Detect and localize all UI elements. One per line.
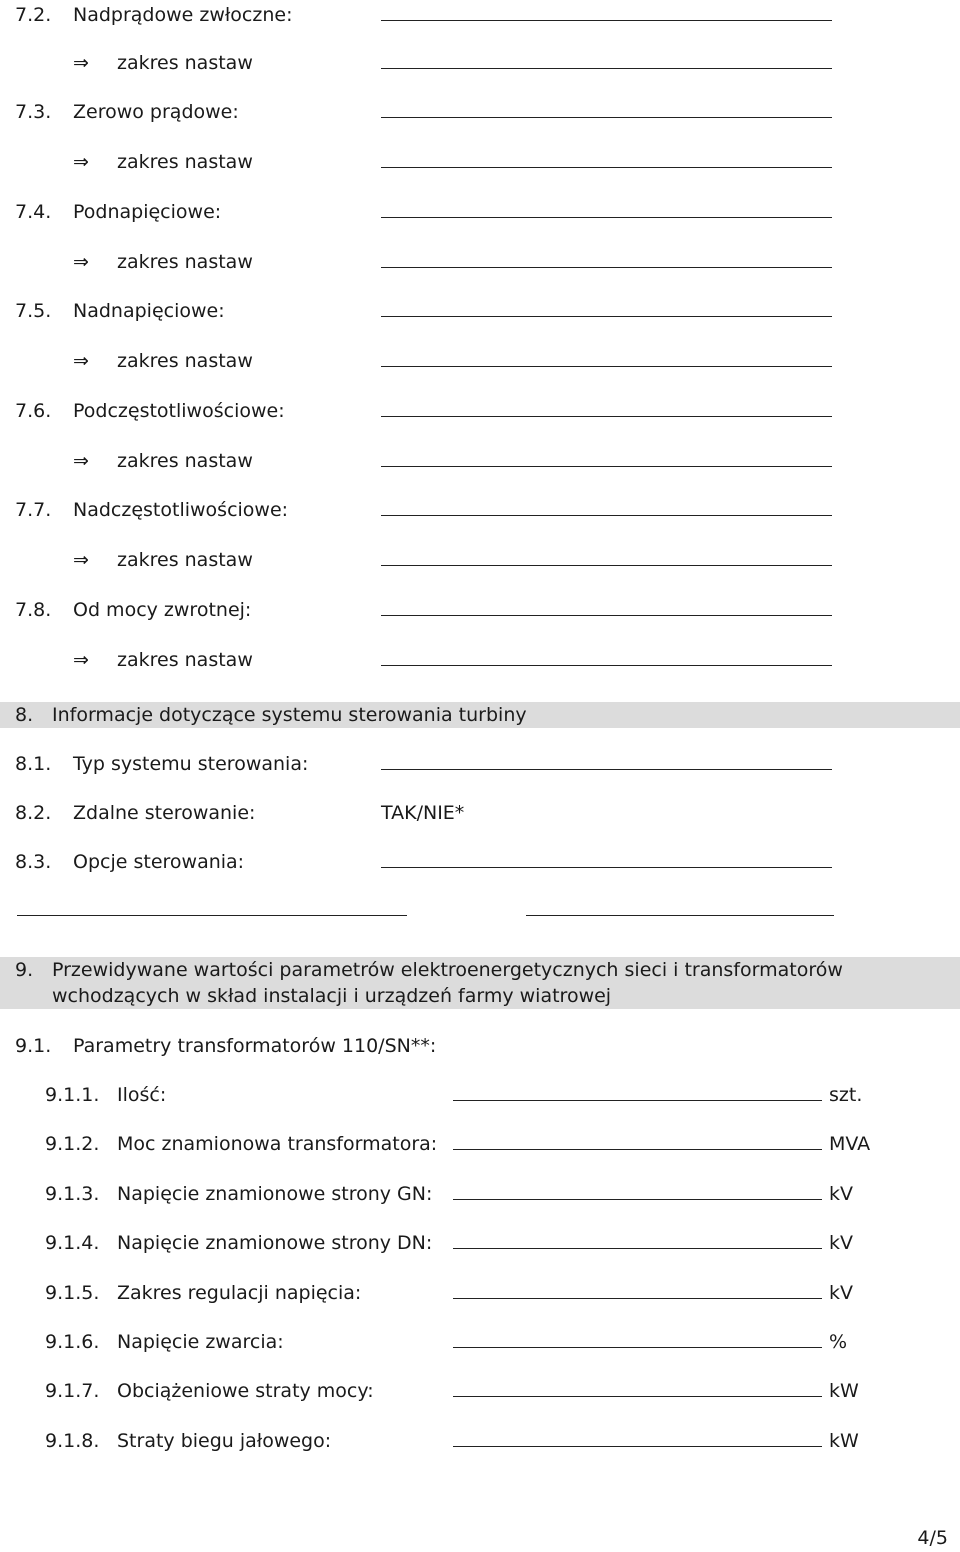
param-row bbox=[0, 1426, 960, 1456]
item-label: Podczęstotliwościowe: bbox=[73, 400, 285, 422]
unit-label: kV bbox=[829, 1232, 854, 1254]
item-label: Typ systemu sterowania: bbox=[73, 753, 309, 775]
fill-in-line[interactable] bbox=[526, 915, 834, 916]
fill-in-line[interactable] bbox=[453, 1446, 822, 1447]
form-row bbox=[0, 1031, 960, 1061]
unit-label: kV bbox=[829, 1183, 854, 1205]
item-number: 9.1.6. bbox=[45, 1331, 100, 1353]
fill-in-line[interactable] bbox=[453, 1347, 822, 1348]
option-value[interactable]: TAK/NIE* bbox=[381, 802, 465, 824]
form-row bbox=[0, 798, 960, 828]
subitem-label: zakres nastaw bbox=[117, 649, 253, 671]
fill-in-line[interactable] bbox=[381, 615, 832, 616]
item-number: 9.1.4. bbox=[45, 1232, 100, 1254]
item-number: 7.6. bbox=[15, 400, 52, 422]
fill-in-line[interactable] bbox=[381, 665, 832, 666]
item-number: 9.1. bbox=[15, 1035, 52, 1057]
form-subrow bbox=[0, 247, 960, 277]
param-row bbox=[0, 1129, 960, 1159]
unit-label: kW bbox=[829, 1430, 859, 1452]
section-title: Informacje dotyczące systemu sterowania turbiny bbox=[52, 704, 527, 726]
fill-in-line[interactable] bbox=[453, 1100, 822, 1101]
arrow-icon: ⇒ bbox=[73, 151, 89, 173]
fill-in-line[interactable] bbox=[453, 1248, 822, 1249]
section-title: Przewidywane wartości parametrów elektroenergetycznych sieci i transformatorów wchodzących w skład instalacji i urządzeń farmy wiatrowej bbox=[52, 959, 843, 1007]
param-row bbox=[0, 1327, 960, 1357]
unit-label: MVA bbox=[829, 1133, 871, 1155]
page-number: 4/5 bbox=[917, 1527, 948, 1549]
arrow-icon: ⇒ bbox=[73, 350, 89, 372]
item-label: Podnapięciowe: bbox=[73, 201, 222, 223]
fill-in-line[interactable] bbox=[453, 1149, 822, 1150]
fill-in-line[interactable] bbox=[381, 316, 832, 317]
item-number: 9.1.8. bbox=[45, 1430, 100, 1452]
item-number: 7.3. bbox=[15, 101, 52, 123]
fill-in-line[interactable] bbox=[381, 466, 832, 467]
fill-in-line[interactable] bbox=[17, 915, 407, 916]
fill-in-line[interactable] bbox=[381, 769, 832, 770]
fill-in-line[interactable] bbox=[453, 1298, 822, 1299]
param-row bbox=[0, 1376, 960, 1406]
item-number: 7.8. bbox=[15, 599, 52, 621]
unit-label: kW bbox=[829, 1380, 859, 1402]
arrow-icon: ⇒ bbox=[73, 52, 89, 74]
subitem-label: zakres nastaw bbox=[117, 350, 253, 372]
unit-label: % bbox=[829, 1331, 848, 1353]
item-label: Napięcie znamionowe strony GN: bbox=[117, 1183, 433, 1205]
param-row bbox=[0, 1179, 960, 1209]
item-number: 9.1.3. bbox=[45, 1183, 100, 1205]
form-row bbox=[0, 595, 960, 625]
form-row bbox=[0, 749, 960, 779]
item-label: Napięcie zwarcia: bbox=[117, 1331, 284, 1353]
item-number: 7.5. bbox=[15, 300, 52, 322]
param-row bbox=[0, 1080, 960, 1110]
form-subrow bbox=[0, 545, 960, 575]
arrow-icon: ⇒ bbox=[73, 649, 89, 671]
item-label: Zerowo prądowe: bbox=[73, 101, 239, 123]
item-number: 7.2. bbox=[15, 4, 52, 26]
fill-in-line[interactable] bbox=[381, 20, 832, 21]
fill-in-line[interactable] bbox=[381, 117, 832, 118]
item-number: 7.7. bbox=[15, 499, 52, 521]
item-number: 8.3. bbox=[15, 851, 52, 873]
item-number: 9.1.7. bbox=[45, 1380, 100, 1402]
item-label: Nadnapięciowe: bbox=[73, 300, 225, 322]
fill-in-line[interactable] bbox=[381, 366, 832, 367]
form-subrow bbox=[0, 48, 960, 78]
fill-in-line[interactable] bbox=[453, 1199, 822, 1200]
section-header bbox=[0, 702, 960, 728]
arrow-icon: ⇒ bbox=[73, 549, 89, 571]
item-label: Od mocy zwrotnej: bbox=[73, 599, 252, 621]
form-row bbox=[0, 847, 960, 877]
param-row bbox=[0, 1278, 960, 1308]
fill-in-line[interactable] bbox=[381, 267, 832, 268]
item-label: Zdalne sterowanie: bbox=[73, 802, 256, 824]
form-row bbox=[0, 97, 960, 127]
item-label: Ilość: bbox=[117, 1084, 167, 1106]
subitem-label: zakres nastaw bbox=[117, 151, 253, 173]
item-number: 7.4. bbox=[15, 201, 52, 223]
form-row bbox=[0, 0, 960, 30]
item-label: Nadprądowe zwłoczne: bbox=[73, 4, 293, 26]
form-row bbox=[0, 396, 960, 426]
item-number: 9.1.2. bbox=[45, 1133, 100, 1155]
item-label: Opcje sterowania: bbox=[73, 851, 245, 873]
form-subrow bbox=[0, 446, 960, 476]
fill-in-line[interactable] bbox=[381, 867, 832, 868]
subitem-label: zakres nastaw bbox=[117, 549, 253, 571]
fill-in-line[interactable] bbox=[453, 1396, 822, 1397]
section-header bbox=[0, 957, 960, 1009]
fill-in-line[interactable] bbox=[381, 217, 832, 218]
form-subrow bbox=[0, 346, 960, 376]
unit-label: szt. bbox=[829, 1084, 863, 1106]
form-row bbox=[0, 197, 960, 227]
item-number: 9.1.5. bbox=[45, 1282, 100, 1304]
form-subrow bbox=[0, 147, 960, 177]
fill-in-line[interactable] bbox=[381, 565, 832, 566]
fill-in-line[interactable] bbox=[381, 515, 832, 516]
form-row bbox=[0, 495, 960, 525]
arrow-icon: ⇒ bbox=[73, 450, 89, 472]
subitem-label: zakres nastaw bbox=[117, 450, 253, 472]
item-label: Napięcie znamionowe strony DN: bbox=[117, 1232, 433, 1254]
item-number: 8.2. bbox=[15, 802, 52, 824]
section-number: 9. bbox=[15, 959, 34, 981]
item-number: 8.1. bbox=[15, 753, 52, 775]
item-label: Straty biegu jałowego: bbox=[117, 1430, 332, 1452]
unit-label: kV bbox=[829, 1282, 854, 1304]
arrow-icon: ⇒ bbox=[73, 251, 89, 273]
subitem-label: zakres nastaw bbox=[117, 52, 253, 74]
form-subrow bbox=[0, 645, 960, 675]
item-label: Parametry transformatorów 110/SN**: bbox=[73, 1035, 437, 1057]
section-number: 8. bbox=[15, 704, 34, 726]
subitem-label: zakres nastaw bbox=[117, 251, 253, 273]
fill-in-line[interactable] bbox=[381, 167, 832, 168]
fill-in-line[interactable] bbox=[381, 68, 832, 69]
item-label: Zakres regulacji napięcia: bbox=[117, 1282, 362, 1304]
fill-in-line[interactable] bbox=[381, 416, 832, 417]
form-row bbox=[0, 296, 960, 326]
item-label: Nadczęstotliwościowe: bbox=[73, 499, 289, 521]
item-label: Obciążeniowe straty mocy: bbox=[117, 1380, 374, 1402]
param-row bbox=[0, 1228, 960, 1258]
item-label: Moc znamionowa transformatora: bbox=[117, 1133, 438, 1155]
item-number: 9.1.1. bbox=[45, 1084, 100, 1106]
